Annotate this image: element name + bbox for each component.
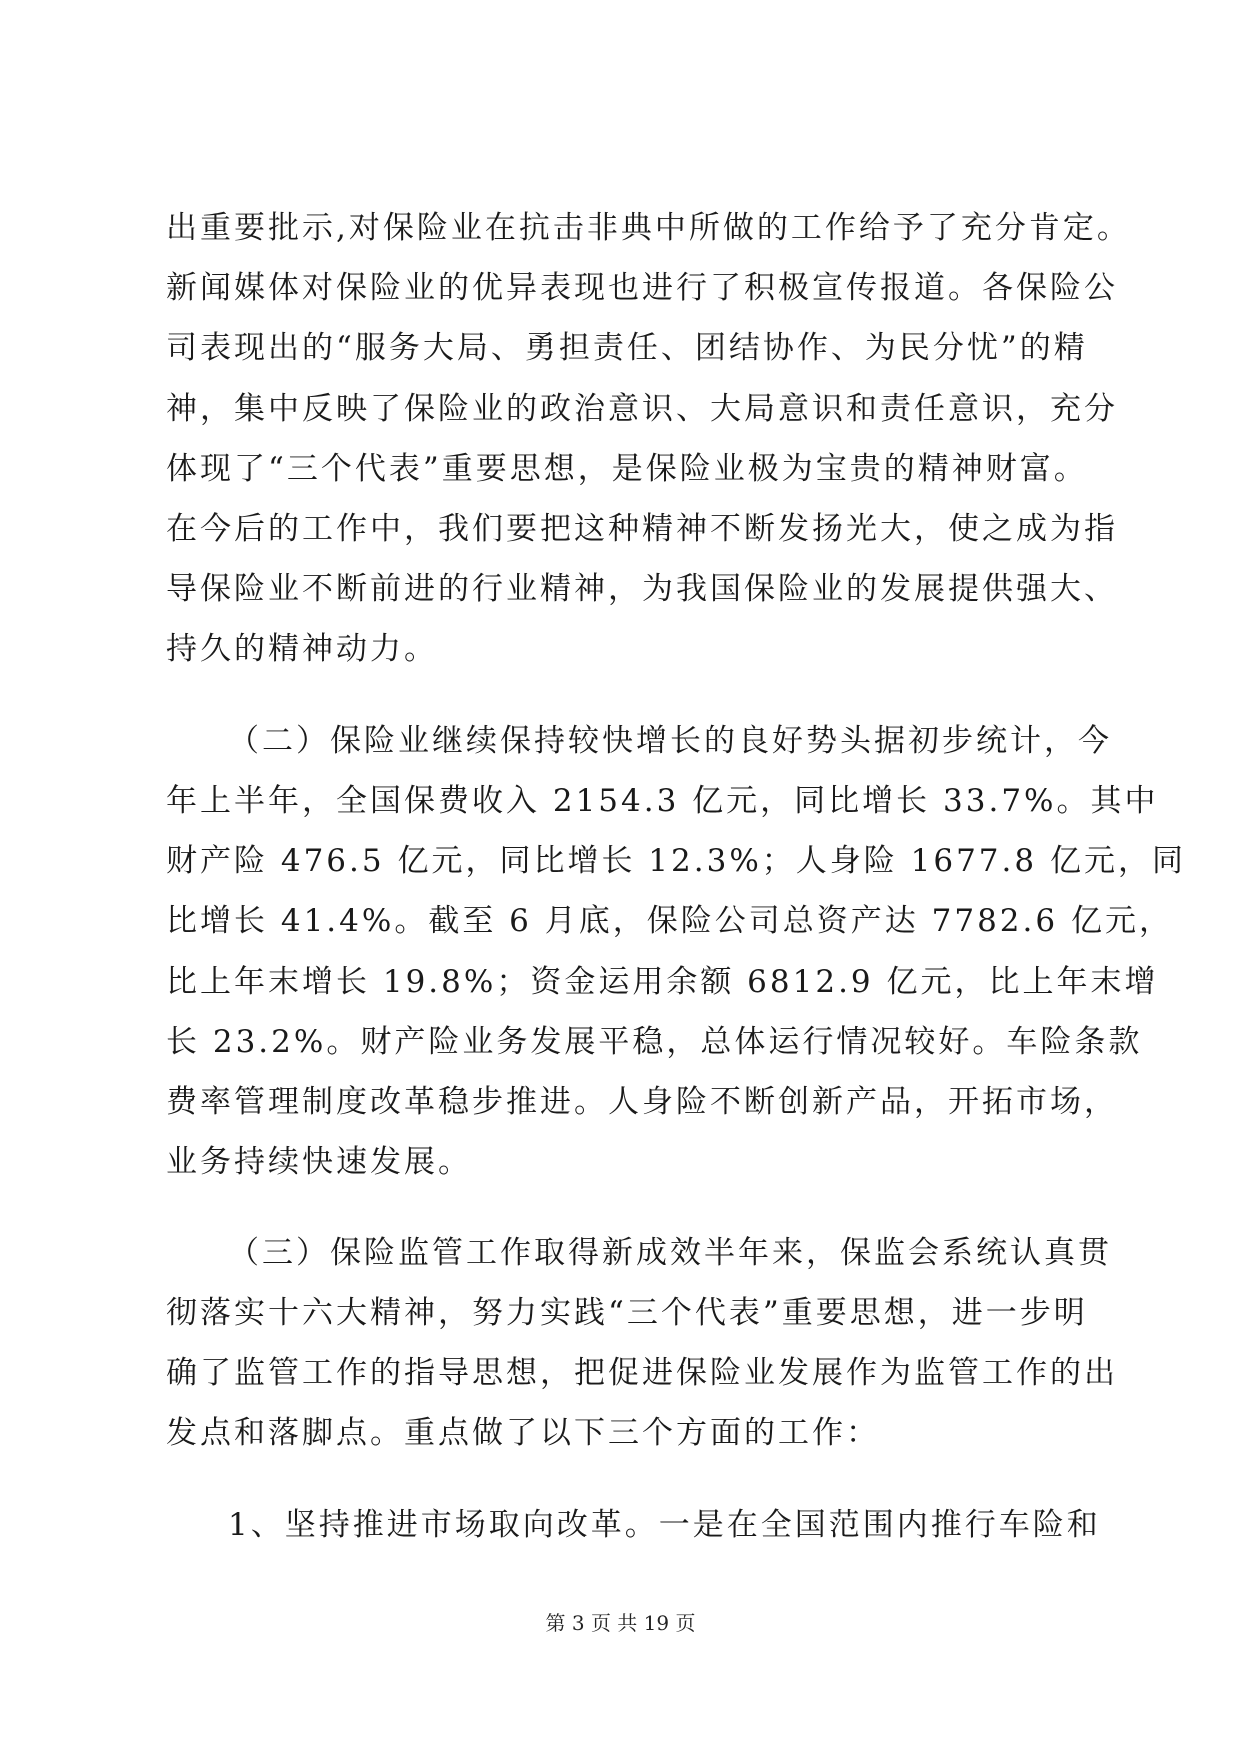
paragraph-heading-2: （二）保险业继续保持较快增长的良好势头据初步统计，今 — [228, 723, 1112, 759]
page-footer: 第 3 页 共 19 页 — [545, 1611, 696, 1635]
text-line: 彻落实十六大精神，努力实践“三个代表”重要思想，进一步明 — [166, 1295, 1088, 1331]
paragraph-heading-3: （三）保险监管工作取得新成效半年来，保监会系统认真贯 — [228, 1235, 1112, 1271]
text-line: 确了监管工作的指导思想，把促进保险业发展作为监管工作的出 — [166, 1355, 1118, 1391]
text-line: 在今后的工作中，我们要把这种精神不断发扬光大，使之成为指 — [166, 511, 1118, 547]
text-line: 业务持续快速发展。 — [166, 1144, 472, 1180]
text-line: 年上半年，全国保费收入 2154.3 亿元，同比增长 33.7%。其中 — [166, 783, 1159, 819]
text-line: 持久的精神动力。 — [166, 631, 438, 667]
text-line: 发点和落脚点。重点做了以下三个方面的工作： — [166, 1415, 880, 1451]
text-line: 长 23.2%。财产险业务发展平稳，总体运行情况较好。车险条款 — [166, 1024, 1143, 1060]
text-line: 司表现出的“服务大局、勇担责任、团结协作、为民分忧”的精 — [166, 330, 1088, 366]
text-line: 比上年末增长 19.8%；资金运用余额 6812.9 亿元，比上年末增 — [166, 964, 1159, 1000]
text-line: 出重要批示,对保险业在抗击非典中所做的工作给予了充分肯定。 — [166, 210, 1131, 246]
text-line: 导保险业不断前进的行业精神，为我国保险业的发展提供强大、 — [166, 571, 1118, 607]
text-line: 体现了“三个代表”重要思想，是保险业极为宝贵的精神财富。 — [166, 451, 1088, 487]
text-line: 财产险 476.5 亿元，同比增长 12.3%；人身险 1677.8 亿元，同 — [166, 843, 1186, 879]
text-line: 新闻媒体对保险业的优异表现也进行了积极宣传报道。各保险公 — [166, 270, 1118, 306]
text-line: 费率管理制度改革稳步推进。人身险不断创新产品，开拓市场， — [166, 1084, 1118, 1120]
text-line: 比增长 41.4%。截至 6 月底，保险公司总资产达 7782.6 亿元， — [166, 903, 1173, 939]
text-line: 神，集中反映了保险业的政治意识、大局意识和责任意识，充分 — [166, 391, 1118, 427]
list-item-1: 1、坚持推进市场取向改革。一是在全国范围内推行车险和 — [228, 1507, 1101, 1543]
